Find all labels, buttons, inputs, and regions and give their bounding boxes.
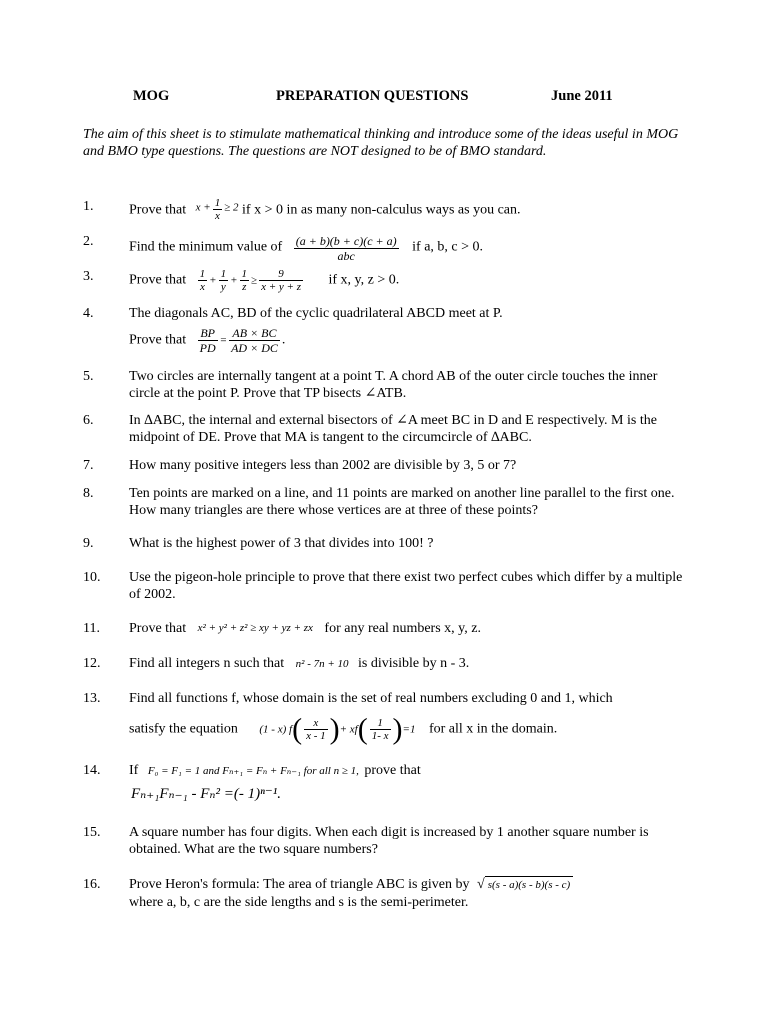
question-number: 14. (83, 763, 101, 778)
question-number: 9. (83, 536, 94, 551)
question-text-2: prove that (364, 763, 421, 778)
question-text: What is the highest power of 3 that divides into 100! ? (129, 536, 434, 551)
question-text: Use the pigeon-hole principle to prove that there exist two perfect cubes which differ by a multiple of 2002. (129, 570, 683, 602)
question-text: Find all integers n such that (129, 656, 285, 671)
question-text-2: where a, b, c are the side lengths and s is the semi-perimeter. (129, 895, 469, 910)
question-text: How many positive integers less than 2002 are divisible by 3, 5 or 7? (129, 458, 517, 473)
question-text: The diagonals AC, BD of the cyclic quadrilateral ABCD meet at P. (129, 306, 503, 321)
question-number: 5. (83, 369, 94, 384)
header-date: June 2011 (551, 88, 613, 104)
question-text-2: Prove that (129, 332, 187, 348)
question-text: Find the minimum value of (129, 239, 283, 255)
question-number: 6. (83, 413, 94, 428)
question-text-2: satisfy the equation (129, 721, 238, 737)
question-number: 13. (83, 691, 101, 706)
q2-formula: (a + b)(b + c)(c + a) abc (295, 234, 397, 263)
question-text: Two circles are internally tangent at a point T. A chord AB of the outer circle touches the inner circle at the point P. Prove that TP bisects ∠ATB. (129, 369, 658, 401)
question-text: In ∆ABC, the internal and external bisectors of ∠A meet BC in D and E respectively. M is the midpoint of DE. Prove that MA is tangent to the circumcircle of ∆ABC. (129, 413, 657, 445)
question-text-2: is divisible by n - 3. (358, 656, 470, 671)
sqrt-sign: √ (477, 877, 485, 892)
question-number: 10. (83, 570, 101, 585)
question-number: 1. (83, 199, 94, 214)
question-number: 16. (83, 877, 101, 892)
q13-formula: (1 - x) f( $\frac{x}{x - 1}$ )+ xf( $\frac{1}{1- x}$ )=1 (259, 712, 416, 746)
question-number: 12. (83, 656, 101, 671)
question-text-2: if a, b, c > 0. (412, 239, 484, 255)
question-text: A square number has four digits. When each digit is increased by 1 another square number is obtained. What are the two square numbers? (129, 825, 649, 857)
question-number: 11. (83, 621, 100, 636)
q3-formula: $\frac{1}{x}$ + $\frac{1}{y}$ + $\frac{1}{z}$ ≥ $\frac{9}{x + y + z}$ (199, 268, 301, 293)
q1-formula: x + $\frac{1}{x}$ ≥ 2 (195, 197, 239, 222)
q16-formula: √ s(s - a)(s - b)(s - c) (477, 877, 573, 892)
header-title: PREPARATION QUESTIONS (276, 88, 469, 104)
q14-relation: Fₙ₊₁Fₙ₋₁ - Fₙ² =(- 1)ⁿ⁻¹. (131, 786, 281, 802)
question-text-2: if x > 0 in as many non-calculus ways as you can. (242, 202, 521, 218)
question-text: If (129, 763, 139, 778)
q4-formula: $\frac{BP}{PD}$ = $\frac{AB \times BC}{AD \times DC}$ . (199, 326, 286, 355)
q11-formula: x² + y² + z² ≥ xy + yz + zx (197, 622, 313, 634)
question-text: Prove that (129, 272, 187, 288)
question-number: 3. (83, 269, 94, 284)
question-number: 15. (83, 825, 101, 840)
question-text-3: for all x in the domain. (428, 721, 558, 737)
question-text: Prove Heron's formula: The area of triangle ABC is given by (129, 877, 470, 892)
intro-text: The aim of this sheet is to stimulate mathematical thinking and introduce some of the ideas useful in MOG and BMO type questions. The questions are NOT designed to be of BMO standard. (83, 127, 679, 159)
header-left: MOG (133, 88, 170, 104)
question-text-2: if x, y, z > 0. (328, 272, 400, 288)
question-number: 7. (83, 458, 94, 473)
question-text: Find all functions f, whose domain is the set of real numbers excluding 0 and 1, which (129, 691, 613, 706)
q14-condition: F₀ = F₁ = 1 and Fₙ₊₁ = Fₙ + Fₙ₋₁ for all n ≥ 1, (147, 765, 359, 777)
question-text-2: for any real numbers x, y, z. (324, 621, 481, 636)
question-number: 4. (83, 306, 94, 321)
question-number: 2. (83, 234, 94, 249)
question-text: Prove that (129, 621, 187, 636)
question-text: Ten points are marked on a line, and 11 points are marked on another line parallel to the first one. How many triangles are there whose vertices are at three of these points? (129, 486, 675, 518)
question-number: 8. (83, 486, 94, 501)
q12-formula: n² - 7n + 10 (295, 658, 349, 670)
question-text: Prove that (129, 202, 187, 218)
